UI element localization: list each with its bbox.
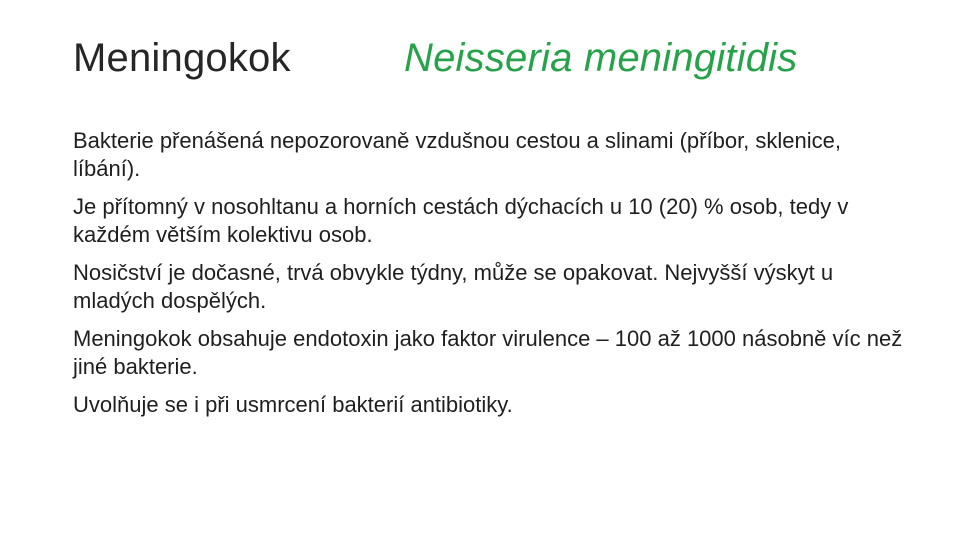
slide-title: Meningokok xyxy=(73,36,291,80)
paragraph-endotoxin: Meningokok obsahuje endotoxin jako faktor virulence – 100 až 1000 násobně víc než jiné bakterie. xyxy=(73,326,903,379)
slide-subtitle: Neisseria meningitidis xyxy=(404,36,798,80)
paragraph-antibiotics: Uvolňuje se i při usmrcení bakterií antibiotiky. xyxy=(73,392,513,417)
paragraph-carrier-status: Nosičství je dočasné, trvá obvykle týdny, může se opakovat. Nejvyšší výskyt u mladých dospělých. xyxy=(73,260,834,313)
paragraph-carriage-rate: Je přítomný v nosohltanu a horních cestách dýchacích u 10 (20) % osob, tedy v každém větším kolektivu osob. xyxy=(73,194,849,247)
body-text-list xyxy=(73,127,913,429)
paragraph-transmission: Bakterie přenášená nepozorovaně vzdušnou cestou a slinami (příbor, sklenice, líbání). xyxy=(73,128,842,181)
